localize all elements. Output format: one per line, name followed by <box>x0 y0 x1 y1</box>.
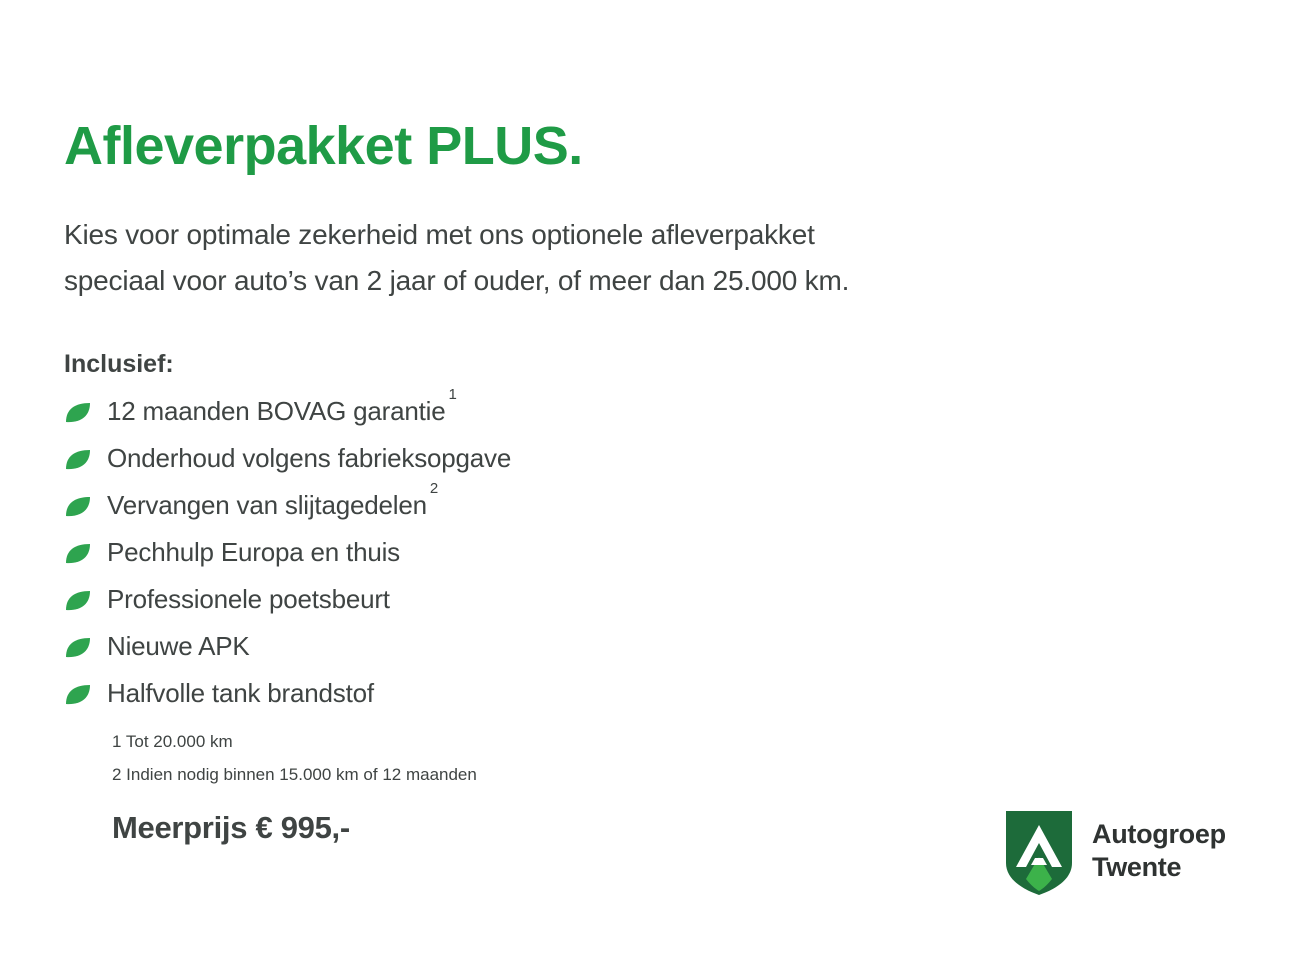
leaf-bullet-icon <box>64 590 92 612</box>
list-item <box>64 480 964 533</box>
leaf-bullet-icon <box>64 496 92 518</box>
intro-paragraph <box>64 212 1144 304</box>
brand-name-line-2: Twente <box>1092 852 1182 882</box>
list-item-label: Onderhoud volgens fabrieksopgave <box>107 443 512 473</box>
footnote-1: 1 Tot 20.000 km <box>112 732 233 751</box>
leaf-bullet-icon <box>64 543 92 565</box>
list-item-label: Halfvolle tank brandstof <box>107 678 374 708</box>
brand-name-line-1: Autogroep <box>1092 819 1226 850</box>
intro-line-1: Kies voor optimale zekerheid met ons optionele afleverpakket <box>64 219 815 250</box>
leaf-bullet-icon <box>64 684 92 706</box>
leaf-bullet-icon <box>64 637 92 659</box>
list-item-label: Nieuwe APK <box>107 631 250 661</box>
shield-logo-icon <box>1000 805 1078 897</box>
list-item <box>64 627 964 674</box>
intro-line-2: speciaal voor auto’s van 2 jaar of ouder, of meer dan 25.000 km. <box>64 265 850 297</box>
list-item <box>64 533 964 580</box>
list-item-label: Pechhulp Europa en thuis <box>107 537 400 567</box>
included-heading: Inclusief: <box>64 350 174 378</box>
list-item <box>64 674 964 721</box>
leaf-bullet-icon <box>64 449 92 471</box>
list-item-label: Vervangen van slijtagedelen$^2$ <box>107 480 438 520</box>
footnotes <box>112 725 477 791</box>
list-item <box>64 580 964 627</box>
page-title: Afleverpakket PLUS. <box>64 116 583 176</box>
list-item-label: 12 maanden BOVAG garantie$^1$ <box>107 386 457 426</box>
brand-name <box>1092 818 1226 884</box>
list-item <box>64 386 964 439</box>
brand-logo <box>1000 805 1226 897</box>
list-item <box>64 439 964 486</box>
footnote-marker: 2 <box>429 480 438 498</box>
list-item-label: Professionele poetsbeurt <box>107 584 390 614</box>
footnote-marker: 1 <box>448 386 457 404</box>
price-label: Meerprijs € 995,- <box>112 810 350 845</box>
leaf-bullet-icon <box>64 402 92 424</box>
included-list <box>64 386 964 721</box>
footnote-2: 2 Indien nodig binnen 15.000 km of 12 maanden <box>112 765 477 785</box>
